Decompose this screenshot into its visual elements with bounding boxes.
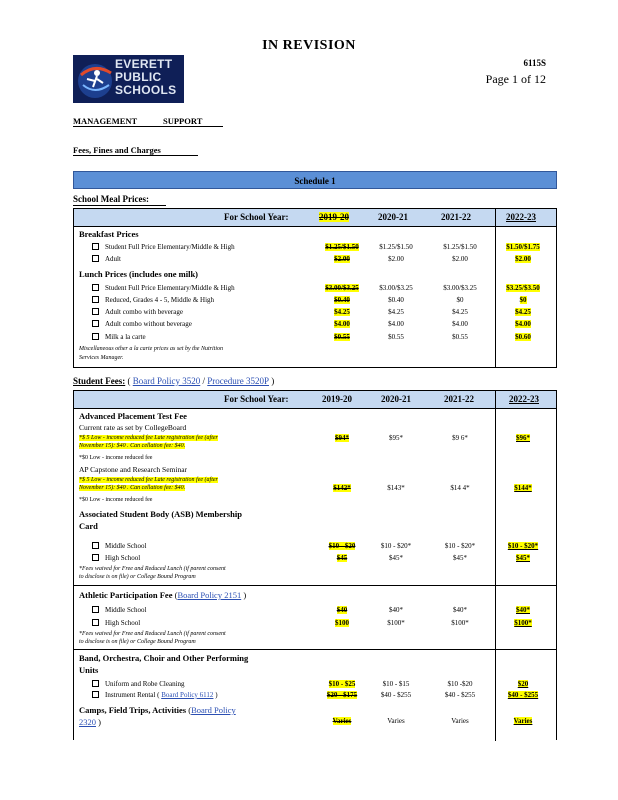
meal-title-underline (73, 205, 166, 206)
ap-highlight-note-4: November 15): $40 . Can cellation fee: $40. (79, 485, 186, 491)
checkbox-bullet-icon (92, 284, 99, 291)
ap-highlight-note-1: *$ 5 Low - income reduced fee Late registration fee (after (79, 435, 218, 441)
meal-prices-table (73, 208, 557, 368)
board-policy-2151-link[interactable]: Board Policy 2151 (177, 590, 242, 600)
fees-header: Fees, Fines and Charges (73, 145, 161, 155)
meal-prices-title: School Meal Prices: (73, 194, 149, 204)
checkbox-bullet-icon (92, 691, 99, 698)
table-row: Milk a la carte $0.55 $0.55 $0.55 $0.60 (74, 332, 556, 342)
year-2021-22: 2021-22 (441, 212, 471, 222)
camps-policy-line-2: 2320 ) (79, 717, 101, 727)
checkbox-bullet-icon (92, 680, 99, 687)
table-row: Instrument Rental ( Board Policy 6112 ) $20 - $175 $40 - $255 $40 - $255 $40 - $255 (74, 690, 556, 700)
camps-title: Camps, Field Trips, Activities (Board Policy (79, 705, 236, 715)
lunch-note-line-1: Miscellaneous other a la carte prices as set by the Nutrition (79, 346, 223, 352)
document-number: 6115S (523, 58, 546, 68)
table-row: Middle School $40 $40* $40* $40* (74, 605, 556, 615)
table-row: Reduced, Grades 4 - 5, Middle & High $0.40 $0.40 $0 $0 (74, 295, 556, 305)
support-label: SUPPORT (163, 116, 203, 126)
board-policy-6112-link[interactable]: Board Policy 6112 (161, 691, 214, 699)
athletic-fee-title: Athletic Participation Fee (Board Policy 2151 ) (79, 590, 247, 600)
year-2020-21: 2020-21 (381, 394, 411, 404)
ap-low-income-note: *$0 Low - income reduced fee (79, 455, 153, 461)
checkbox-bullet-icon (92, 606, 99, 613)
everett-public-schools-logo (73, 55, 184, 103)
breakfast-title: Breakfast Prices (79, 229, 139, 239)
student-fees-heading: Student Fees: ( Board Policy 3520 / Procedure 3520P ) (73, 376, 275, 386)
ap-current-rate: Current rate as set by CollegeBoard (79, 423, 187, 432)
checkbox-bullet-icon (92, 619, 99, 626)
ap-highlight-note-3: *$ 5 Low - income reduced fee Late registration fee (after (79, 477, 218, 483)
checkbox-bullet-icon (92, 296, 99, 303)
table-row: Middle School $10 - $20 $10 - $20* $10 - $20* $10 - $20* (74, 541, 556, 551)
lunch-note-line-2: Services Manager. (79, 355, 124, 361)
table-row: Varies Varies Varies Varies (332, 717, 533, 725)
ap-highlight-note-2: November 15): $40 . Can cellation fee: $40. (79, 443, 186, 449)
checkbox-bullet-icon (92, 333, 99, 340)
checkbox-bullet-icon (92, 255, 99, 262)
board-policy-2320-link-part-2[interactable]: 2320 (79, 717, 96, 727)
year-2022-23: 2022-23 (506, 212, 536, 222)
page-title: IN REVISION (262, 38, 356, 53)
row-divider (74, 585, 556, 586)
table-row: Adult combo without beverage $4.00 $4.00 $4.00 $4.00 (74, 319, 556, 329)
header-underline (73, 126, 223, 127)
asb-note-line-2: to disclose is on file) or College Bound Program (79, 574, 196, 580)
athletic-note-line-1: *Fees waived for Free and Reduced Lunch (if parent consent (79, 631, 226, 637)
band-title-line-2: Units (79, 665, 99, 675)
row-divider (74, 649, 556, 650)
table-row: Student Full Price Elementary/Middle & High $3.00/$3.25 $3.00/$3.25 $3.00/$3.25 $3.25/$3.50 (74, 283, 556, 293)
page-number: Page 1 of 12 (485, 72, 546, 86)
management-label: MANAGEMENT (73, 116, 138, 126)
table-row: Student Full Price Elementary/Middle & High $1.25/$1.50 $1.25/$1.50 $1.25/$1.50 $1.50/$1.75 (74, 242, 556, 252)
checkbox-bullet-icon (92, 542, 99, 549)
student-fees-table (73, 390, 557, 740)
year-2022-23: 2022-23 (509, 394, 539, 404)
table-row: High School $45 $45* $45* $45* (74, 553, 556, 563)
year-2019-20: 2019-20 (322, 394, 352, 404)
ap-capstone-low-income-note: *$0 Low - income reduced fee (79, 497, 153, 503)
table-row: Adult $2.00 $2.00 $2.00 $2.00 (74, 254, 556, 264)
year-2020-21: 2020-21 (378, 212, 408, 222)
board-policy-2320-link-part-1[interactable]: Board Policy (191, 705, 236, 715)
asb-note-line-1: *Fees waived for Free and Reduced Lunch (if parent consent (79, 566, 226, 572)
year-header (74, 391, 556, 409)
table-row: $94* $95* $9 6* $96* (335, 434, 530, 442)
checkbox-bullet-icon (92, 554, 99, 561)
ap-capstone-row: AP Capstone and Research Seminar (79, 465, 188, 474)
logo-line-1: EVERETT (115, 57, 173, 71)
asb-title-line-2: Card (79, 521, 98, 531)
fees-underline (73, 155, 198, 156)
checkbox-bullet-icon (92, 308, 99, 315)
year-header (74, 209, 556, 227)
year-label: For School Year: (224, 394, 289, 404)
procedure-3520p-link[interactable]: Procedure 3520P (207, 376, 270, 386)
ap-fee-title: Advanced Placement Test Fee (79, 411, 187, 421)
table-row: Adult combo with beverage $4.25 $4.25 $4.25 $4.25 (74, 307, 556, 317)
board-policy-3520-link[interactable]: Board Policy 3520 (132, 376, 201, 386)
checkbox-bullet-icon (92, 320, 99, 327)
table-row: $142* $143* $14 4* $144* (333, 484, 532, 492)
table-row: Uniform and Robe Cleaning $10 - $25 $10 - $15 $10 -$20 $20 (74, 679, 556, 689)
year-label: For School Year: (224, 212, 289, 222)
checkbox-bullet-icon (92, 243, 99, 250)
year-2021-22: 2021-22 (444, 394, 474, 404)
athletic-note-line-2: to disclose is on file) or College Bound Program (79, 639, 196, 645)
logo-line-3: SCHOOLS (115, 83, 177, 97)
band-title-line-1: Band, Orchestra, Choir and Other Performing (79, 653, 249, 663)
logo-line-2: PUBLIC (115, 70, 162, 84)
schedule-banner: Schedule 1 (73, 171, 557, 189)
table-row: High School $100 $100* $100* $100* (74, 618, 556, 628)
lunch-title: Lunch Prices (includes one milk) (79, 269, 199, 279)
year-2019-20: 2019-20 (319, 212, 349, 222)
asb-title-line-1: Associated Student Body (ASB) Membership (79, 509, 242, 519)
